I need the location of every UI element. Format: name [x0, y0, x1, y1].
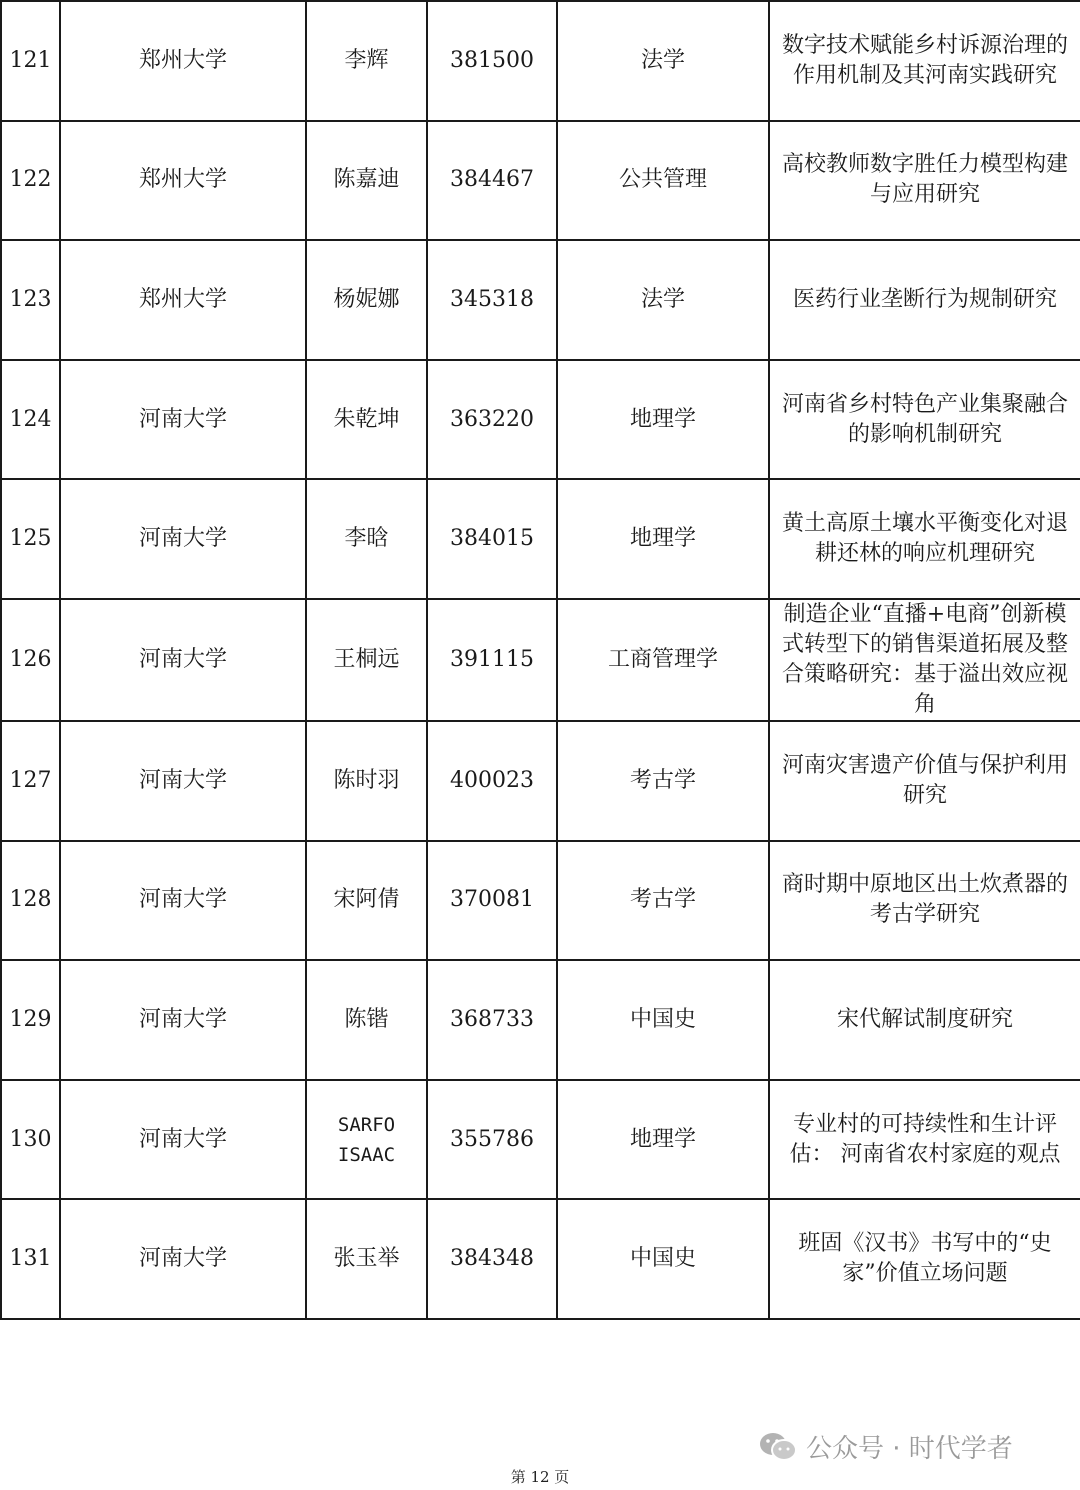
id-cell: 384348 — [427, 1199, 557, 1319]
name-cell: 陈嘉迪 — [306, 121, 427, 241]
table-row — [1, 240, 1080, 360]
project-title-cell: 河南灾害遗产价值与保护利用研究 — [769, 721, 1080, 841]
row-number: 127 — [1, 721, 60, 841]
discipline-cell: 工商管理学 — [557, 599, 769, 721]
name-cell: 宋阿倩 — [306, 841, 427, 961]
table-row — [1, 721, 1080, 841]
row-number: 126 — [1, 599, 60, 721]
discipline-cell: 中国史 — [557, 960, 769, 1080]
project-title-cell: 班固《汉书》书写中的“史家”价值立场问题 — [769, 1199, 1080, 1319]
name-cell: 李辉 — [306, 1, 427, 121]
table-row — [1, 1, 1080, 121]
university-cell: 河南大学 — [60, 1199, 306, 1319]
project-title-cell: 高校教师数字胜任力模型构建与应用研究 — [769, 121, 1080, 241]
table-row — [1, 1199, 1080, 1319]
project-title-cell: 黄土高原土壤水平衡变化对退耕还林的响应机理研究 — [769, 479, 1080, 599]
project-title-cell: 宋代解试制度研究 — [769, 960, 1080, 1080]
table-row — [1, 1080, 1080, 1200]
name-cell: 陈锴 — [306, 960, 427, 1080]
discipline-cell: 考古学 — [557, 721, 769, 841]
table-row — [1, 841, 1080, 961]
university-cell: 郑州大学 — [60, 121, 306, 241]
project-title-cell: 商时期中原地区出土炊煮器的考古学研究 — [769, 841, 1080, 961]
table-row — [1, 599, 1080, 721]
discipline-cell: 考古学 — [557, 841, 769, 961]
name-cell: 王桐远 — [306, 599, 427, 721]
page-number: 第 12 页 — [510, 1468, 570, 1486]
discipline-cell: 法学 — [557, 1, 769, 121]
project-title-cell: 数字技术赋能乡村诉源治理的作用机制及其河南实践研究 — [769, 1, 1080, 121]
table-row — [1, 479, 1080, 599]
project-title-cell: 制造企业“直播+电商”创新模式转型下的销售渠道拓展及整合策略研究：基于溢出效应视角 — [769, 599, 1080, 721]
id-cell: 355786 — [427, 1080, 557, 1200]
university-cell: 河南大学 — [60, 599, 306, 721]
row-number: 122 — [1, 121, 60, 241]
name-cell: 陈时羽 — [306, 721, 427, 841]
row-number: 130 — [1, 1080, 60, 1200]
row-number: 123 — [1, 240, 60, 360]
university-cell: 河南大学 — [60, 841, 306, 961]
university-cell: 河南大学 — [60, 1080, 306, 1200]
id-cell: 370081 — [427, 841, 557, 961]
university-cell: 河南大学 — [60, 479, 306, 599]
project-title-cell: 河南省乡村特色产业集聚融合的影响机制研究 — [769, 360, 1080, 480]
row-number: 125 — [1, 479, 60, 599]
discipline-cell: 地理学 — [557, 360, 769, 480]
name-cell: 李晗 — [306, 479, 427, 599]
project-title-cell: 专业村的可持续性和生计评估： 河南省农村家庭的观点 — [769, 1080, 1080, 1200]
name-cell: 杨妮娜 — [306, 240, 427, 360]
university-cell: 河南大学 — [60, 721, 306, 841]
university-cell: 郑州大学 — [60, 1, 306, 121]
discipline-cell: 法学 — [557, 240, 769, 360]
row-number: 131 — [1, 1199, 60, 1319]
table-row — [1, 121, 1080, 241]
project-title-cell: 医药行业垄断行为规制研究 — [769, 240, 1080, 360]
table-row — [1, 360, 1080, 480]
name-cell: SARFO ISAAC — [306, 1080, 427, 1200]
row-number: 121 — [1, 1, 60, 121]
watermark-text: 公众号 · 时代学者 — [806, 1434, 1013, 1464]
id-cell: 400023 — [427, 721, 557, 841]
watermark — [758, 1428, 1013, 1465]
row-number: 128 — [1, 841, 60, 961]
university-cell: 河南大学 — [60, 360, 306, 480]
row-number: 129 — [1, 960, 60, 1080]
records-table-body — [1, 1, 1080, 1319]
id-cell: 345318 — [427, 240, 557, 360]
name-cell: 张玉举 — [306, 1199, 427, 1319]
table-row — [1, 960, 1080, 1080]
row-number: 124 — [1, 360, 60, 480]
discipline-cell: 地理学 — [557, 479, 769, 599]
discipline-cell: 地理学 — [557, 1080, 769, 1200]
id-cell: 363220 — [427, 360, 557, 480]
id-cell: 384467 — [427, 121, 557, 241]
wechat-icon — [758, 1430, 798, 1464]
name-cell: 朱乾坤 — [306, 360, 427, 480]
discipline-cell: 中国史 — [557, 1199, 769, 1319]
id-cell: 368733 — [427, 960, 557, 1080]
discipline-cell: 公共管理 — [557, 121, 769, 241]
id-cell: 391115 — [427, 599, 557, 721]
id-cell: 381500 — [427, 1, 557, 121]
id-cell: 384015 — [427, 479, 557, 599]
university-cell: 河南大学 — [60, 960, 306, 1080]
university-cell: 郑州大学 — [60, 240, 306, 360]
